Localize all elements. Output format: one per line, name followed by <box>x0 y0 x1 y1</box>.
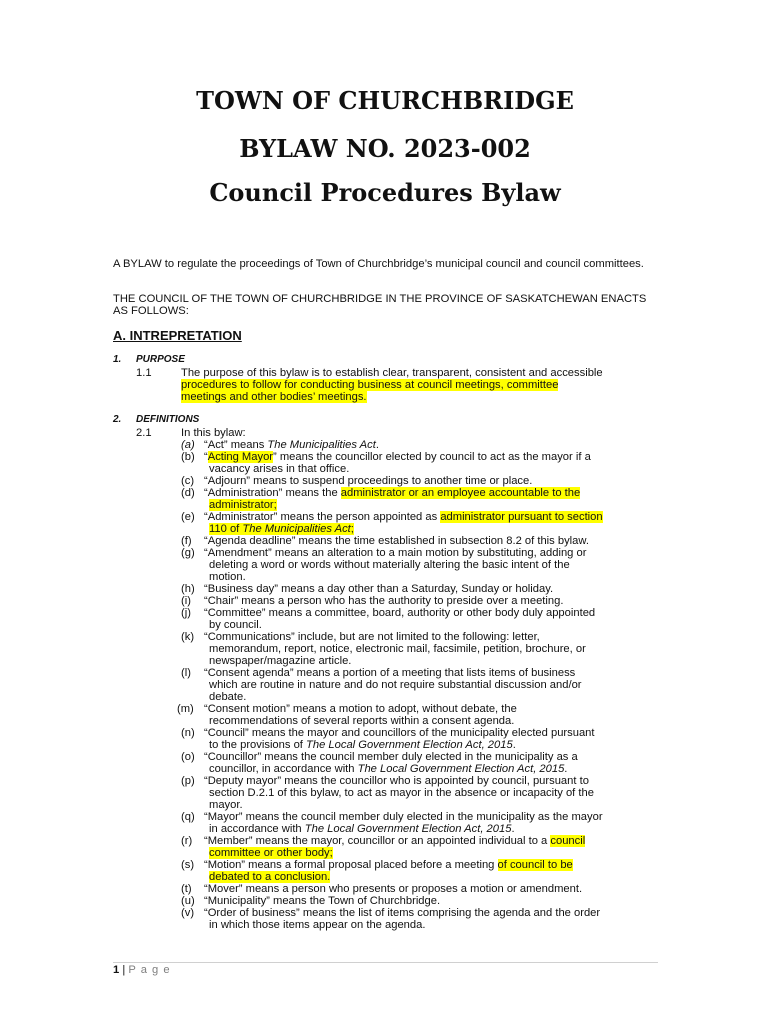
footer-divider <box>113 962 658 963</box>
purpose-highlight-line: meetings and other bodies’ meetings. <box>181 391 367 403</box>
page-footer <box>113 964 171 976</box>
purpose-heading: PURPOSE <box>136 354 185 365</box>
purpose-subsection-number: 1.1 <box>136 367 152 379</box>
definitions-number: 2. <box>113 414 122 425</box>
purpose-highlight-line: procedures to follow for conducting business at council meetings, committee <box>181 379 559 391</box>
definitions-subsection-number: 2.1 <box>136 427 152 439</box>
document-page: TOWN OF CHURCHBRIDGE BYLAW NO. 2023-002 Council Procedures Bylaw A BYLAW to regulate the proceedings of Town of Churchbridge’s municipal council and council committees. THE COUNCIL OF THE TOWN OF CHURCHBRIDGE IN THE PROVINCE OF SASKATCHEWAN ENACTS AS FOLLOWS: A. INTREPRETATION 1. PURPOSE 1.1 The purpose of this bylaw is to establish clear, transparent, consistent and accessible procedures to follow for conducting business at council meetings, committee meetings and other bodies’ meetings. 2. DEFINITIONS 2.1 In this bylaw: (a) “Act” means The Municipalities Act. (b) “Acting Mayor” means the councillor elected by council to act as the mayor if a vacancy arises in that office. (c) “Adjourn” means to suspend proceedings to another time or place. (d) “Administration” means the administrator or an employee accountable to the administrator; (e) “Administrator” means the person appointed as administrator pursuant to section 110 of The Municipalities Act; (f) “Agenda deadline” means the time established in subsection 8.2 of this bylaw. (g) “Amendment” means an alteration to a main motion by substituting, adding or deleting a word or words without materially altering the basic intent of the motion. (h) “Business day” means a day other than a Saturday, Sunday or holiday. (i) “Chair” means a person who has the authority to preside over a meeting. (j) “Committee” means a committee, board, authority or other body duly appointed by council. (k) “Communications” include, but are not limited to the following: letter, memorandum, report, notice, electronic mail, facsimile, petition, brochure, or newspaper/magazine article. (l) “Consent agenda” means a portion of a meeting that lists items of business which are routine in nature and do not require substantial discussion and/or debate. (m) “Consent motion” means a motion to adopt, without debate, the recommendations of several reports within a consent agenda. (n) “Council” means the mayor and councillors of the municipality elected pursuant to the provisions of The Local Government Election Act, 2015. (o) “Councillor” means the council member duly elected in the municipality as a councillor, in accordance with The Local Government Election Act, 2015. (p) “Deputy mayor” means the councillor who is appointed by council, pursuant to section D.2.1 of this bylaw, to act as mayor in the absence or incapacity of the mayor. (q) “Mayor” means the council member duly elected in the municipality as the mayor in accordance with The Local Government Election Act, 2015. (r) “Member” means the mayor, councillor or an appointed individual to a council committee or other body; (s) “Motion” means a formal proposal placed before a meeting of council to be debated to a conclusion. (t) “Mover” means a person who presents or proposes a motion or amendment. (u) “Municipality” means the Town of Churchbridge. (v) “Order of business” means the list of items comprising the agenda and the order in which those items appear on the agenda. 1 | P a g e <box>0 0 770 1024</box>
purpose-text-line: The purpose of this bylaw is to establish clear, transparent, consistent and accessible <box>181 367 603 379</box>
page-number: 1 <box>113 964 120 976</box>
bylaw-name-title: Council Procedures Bylaw <box>209 178 561 207</box>
purpose-number: 1. <box>113 354 122 365</box>
bylaw-number-title: BYLAW NO. 2023-002 <box>239 134 531 163</box>
definitions-lead: In this bylaw: <box>181 427 246 439</box>
enacting-clause: THE COUNCIL OF THE TOWN OF CHURCHBRIDGE IN THE PROVINCE OF SASKATCHEWAN ENACTS AS FOLLOWS: <box>113 293 647 317</box>
intro-paragraph: A BYLAW to regulate the proceedings of Town of Churchbridge’s municipal council and council committees. <box>113 258 644 270</box>
footer-separator: | <box>119 964 129 976</box>
definitions-heading: DEFINITIONS <box>136 414 200 425</box>
town-title: TOWN OF CHURCHBRIDGE <box>196 86 574 115</box>
section-a-heading: A. INTREPRETATION <box>113 328 242 343</box>
page-word: P a g e <box>128 964 171 976</box>
